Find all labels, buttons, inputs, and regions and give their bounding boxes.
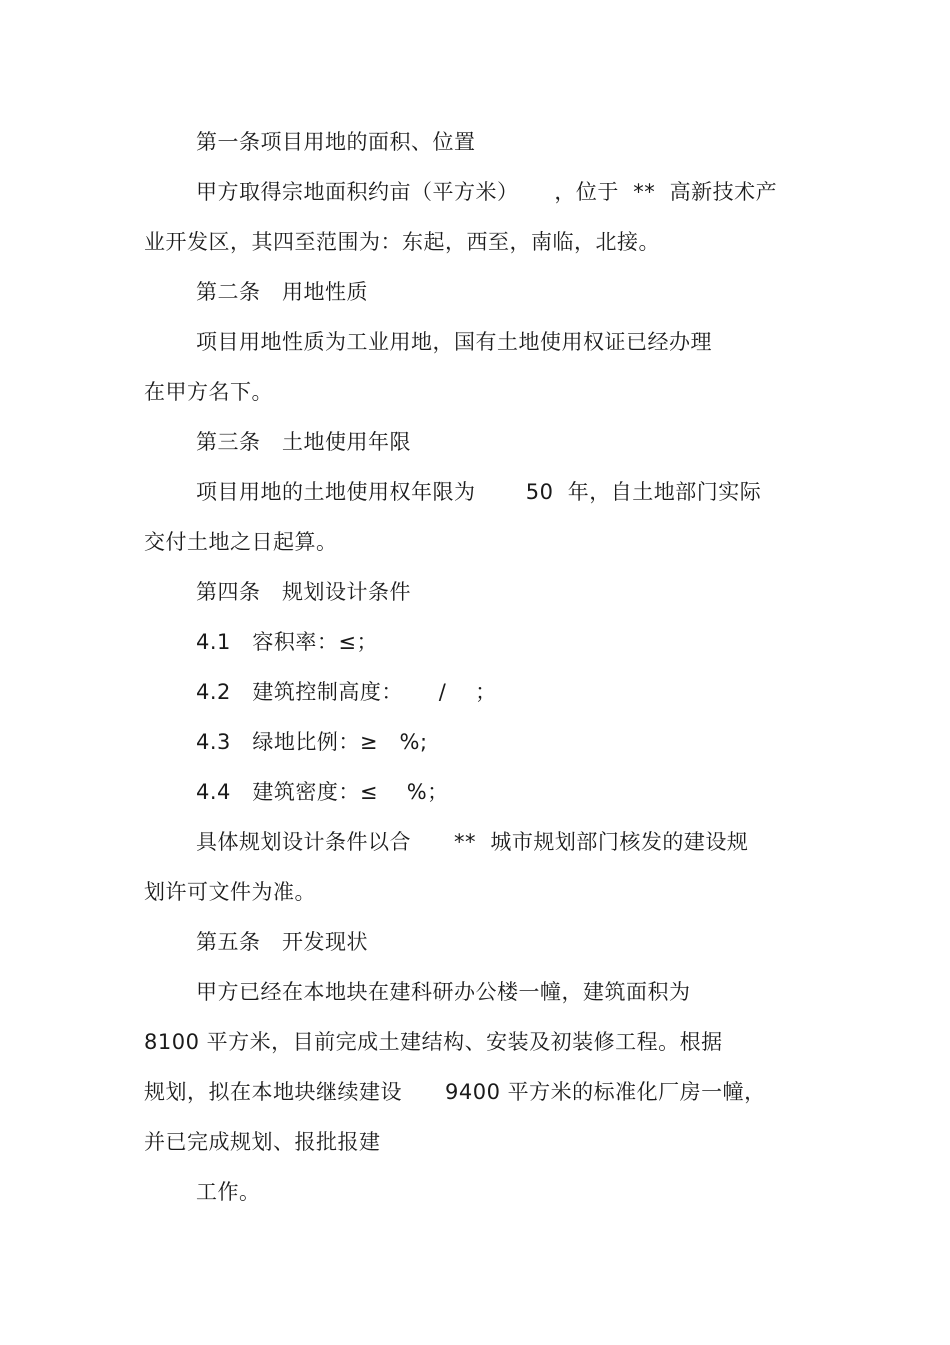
article-3-paragraph-line-2: 交付土地之日起算。 xyxy=(144,530,338,554)
article-5-paragraph-line-3: 规划，拟在本地块继续建设 9400 平方米的标准化厂房一幢， xyxy=(144,1080,766,1104)
article-1-paragraph-line-2: 业开发区，其四至范围为：东起，西至，南临，北接。 xyxy=(144,230,660,254)
article-5-paragraph-line-4: 并已完成规划、报批报建 xyxy=(144,1130,381,1154)
article-1-heading: 第一条项目用地的面积、位置 xyxy=(196,130,476,154)
article-2-heading: 第二条 用地性质 xyxy=(196,280,369,304)
article-2-paragraph-line-2: 在甲方名下。 xyxy=(144,380,273,404)
article-5-paragraph-line-2: 8100 平方米，目前完成土建结构、安装及初装修工程。根据 xyxy=(144,1030,723,1054)
article-3-paragraph-line-1: 项目用地的土地使用权年限为 50 年，自土地部门实际 xyxy=(196,480,762,504)
clause-4-2: 4.2 建筑控制高度： / ； xyxy=(196,680,497,704)
article-1-paragraph-line-1: 甲方取得宗地面积约亩（平方米） ，位于 ** 高新技术产 xyxy=(196,180,778,204)
article-5-heading: 第五条 开发现状 xyxy=(196,930,369,954)
article-4-paragraph-line-2: 划许可文件为准。 xyxy=(144,880,316,904)
article-3-heading: 第三条 土地使用年限 xyxy=(196,430,412,454)
clause-4-3: 4.3 绿地比例：≥ %; xyxy=(196,730,428,754)
clause-4-1: 4.1 容积率：≤； xyxy=(196,630,379,654)
article-5-paragraph-line-5: 工作。 xyxy=(196,1180,261,1204)
article-2-paragraph-line-1: 项目用地性质为工业用地，国有土地使用权证已经办理 xyxy=(196,330,712,354)
article-5-paragraph-line-1: 甲方已经在本地块在建科研办公楼一幢，建筑面积为 xyxy=(196,980,691,1004)
article-4-heading: 第四条 规划设计条件 xyxy=(196,580,412,604)
clause-4-4: 4.4 建筑密度：≤ %； xyxy=(196,780,449,804)
article-4-paragraph-line-1: 具体规划设计条件以合 ** 城市规划部门核发的建设规 xyxy=(196,830,749,854)
